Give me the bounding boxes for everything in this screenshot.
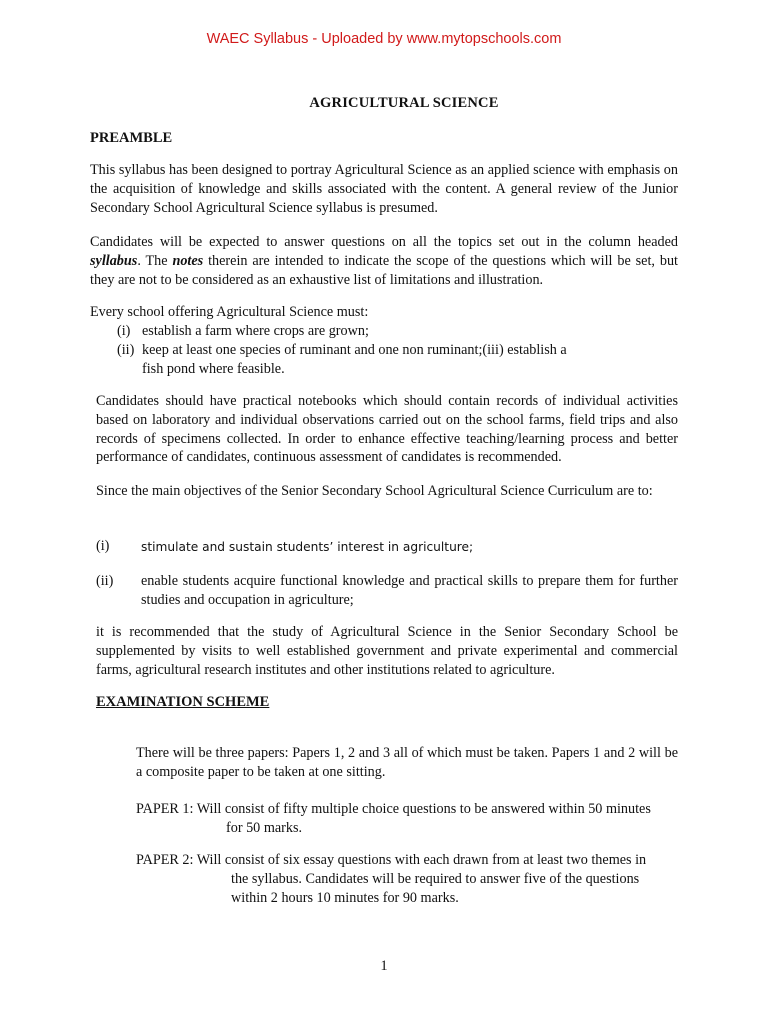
objective-text: stimulate and sustain students’ interest in agriculture; [141,540,474,554]
requirement-text: keep at least one species of ruminant and one non ruminant;(iii) establish a [142,342,567,358]
recommendation-paragraph: it is recommended that the study of Agricultural Science in the Senior Secondary School be supplemented by visits to well established government and private experimental and commercial farms, agricultural research institutes and other institutions related to agriculture. [96,624,678,678]
list-marker: (i) [117,323,131,339]
notebooks-paragraph: Candidates should have practical notebooks which should contain records of individual activities based on laboratory and individual observations carried out on the school farms, field trips and also records of specimens collected. In order to enhance effective teaching/learning process and better performance of candidates, continuous assessment of candidates is recommended. [96,393,678,466]
paper-2-line-3: within 2 hours 10 minutes for 90 marks. [231,890,459,906]
list-marker: (i) [96,538,110,554]
preamble-paragraph-1: This syllabus has been designed to portray Agricultural Science as an applied science with emphasis on the acquisition of knowledge and skills associated with the content. A general review of the Junior Secondary School Agricultural Science syllabus is presumed. [90,162,678,216]
paper-1-line-2: for 50 marks. [226,820,303,836]
paper-1-description [136,800,696,838]
page-number: 1 [380,958,388,974]
requirements-intro: Every school offering Agricultural Science must: [90,304,369,320]
examination-scheme-heading: EXAMINATION SCHEME [96,694,270,710]
requirement-text: establish a farm where crops are grown; [142,323,369,339]
requirement-item [117,322,637,341]
requirement-text-continued: fish pond where feasible. [142,361,285,377]
notes-term: notes [172,252,204,269]
list-marker: (ii) [96,573,114,589]
objective-item [96,537,678,556]
paragraph-2-text-a: Candidates will be expected to answer questions on all the topics set out in the column headed [90,234,678,250]
list-marker: (ii) [117,342,135,358]
upload-header: WAEC Syllabus - Uploaded by www.mytopschools.com [206,31,562,47]
paper-2-line-1: PAPER 2: Will consist of six essay questions with each drawn from at least two themes in [136,852,647,868]
paper-1-line-1: PAPER 1: Will consist of fifty multiple choice questions to be answered within 50 minutes [136,801,651,817]
requirement-item [117,341,637,379]
preamble-heading: PREAMBLE [90,130,173,146]
document-title: AGRICULTURAL SCIENCE [309,95,499,111]
objectives-intro: Since the main objectives of the Senior Secondary School Agricultural Science Curriculum are to: [96,483,653,499]
objective-item [96,572,678,610]
objective-text: enable students acquire functional knowledge and practical skills to prepare them for further studies and occupation in agriculture; [141,573,678,608]
paper-2-line-2: the syllabus. Candidates will be required to answer five of the questions [231,871,640,887]
paragraph-2-text-mid: . The [137,252,173,269]
paragraph-2-text-rest: therein are intended to indicate the scope of the questions which will be set, but they are not to be considered as an exhaustive list of limitations and illustration. [90,252,678,288]
paper-2-description [136,851,696,908]
syllabus-term: syllabus [90,252,138,269]
exam-intro-paragraph: There will be three papers: Papers 1, 2 and 3 all of which must be taken. Papers 1 and 2 will be a composite paper to be taken at one sitting. [136,745,678,780]
preamble-paragraph-2 [90,233,678,289]
